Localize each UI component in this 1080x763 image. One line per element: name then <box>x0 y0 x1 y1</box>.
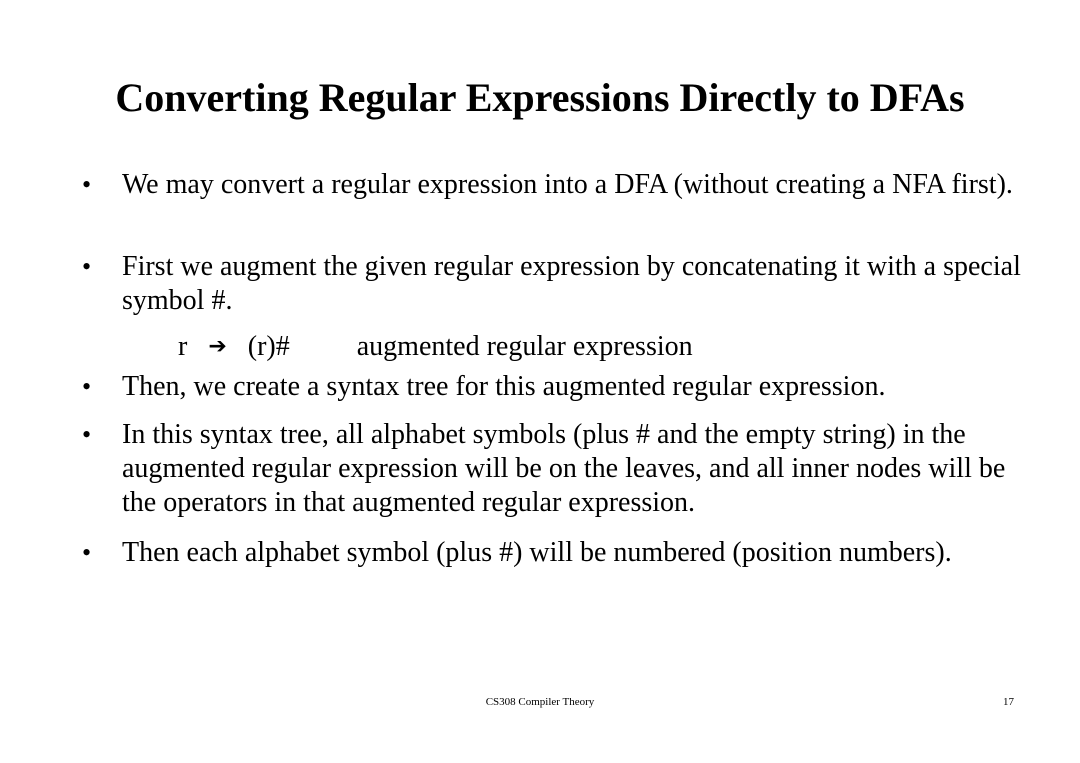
bullet-text: Then, we create a syntax tree for this augmented regular expression. <box>122 371 886 402</box>
bullet-dot: • <box>82 372 92 401</box>
bullet-dot: • <box>82 420 92 449</box>
bullet-dot: • <box>82 252 92 281</box>
formula-lhs: r <box>178 331 188 362</box>
bullet-text: First we augment the given regular expression by concatenating it with a special symbol #. <box>122 251 1021 316</box>
bullet-text: Then each alphabet symbol (plus #) will be numbered (position numbers). <box>122 537 952 568</box>
slide-title: Converting Regular Expressions Directly to DFAs <box>115 75 965 120</box>
bullet-dot: • <box>82 170 92 199</box>
bullet-text: In this syntax tree, all alphabet symbols (plus # and the empty string) in the augmented regular expression will be on the leaves, and all inner nodes will be the operators in that augmented regular expression. <box>122 419 1006 518</box>
bullet-dot: • <box>82 538 92 567</box>
bullet-text: We may convert a regular expression into a DFA (without creating a NFA first). <box>122 169 1013 200</box>
formula-description: augmented regular expression <box>356 331 693 362</box>
slide-footer: CS308 Compiler Theory <box>485 696 595 708</box>
page-number: 17 <box>1003 696 1014 708</box>
formula-rhs: (r)# <box>247 331 290 362</box>
right-arrow-icon: ➔ <box>208 334 227 359</box>
augmentation-formula <box>178 330 693 364</box>
